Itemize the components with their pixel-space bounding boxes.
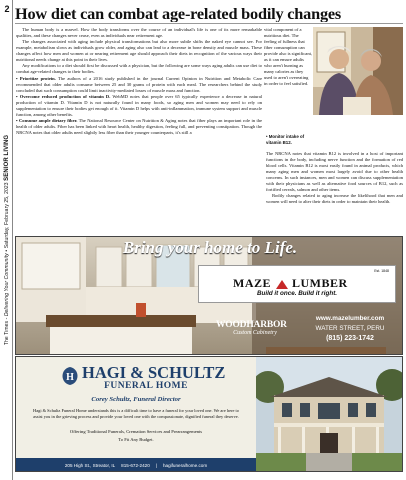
maze-lumber-ad[interactable] — [15, 236, 403, 355]
funeral-contact-bar — [16, 458, 256, 472]
paragraph: Bodily changes related to aging increase the likelihood that men and women will need to alter their diets in order to maintain their health. — [266, 193, 403, 204]
brand-lumber: LUMBER — [292, 276, 348, 290]
separator: | — [155, 462, 157, 468]
page-number: 2 — [4, 4, 10, 14]
svg-text:H: H — [66, 372, 74, 383]
funeral-phone[interactable]: 815-672-2420 — [121, 462, 150, 468]
partner-sub: Custom Cabinetry — [233, 330, 277, 336]
photo-caption — [266, 134, 312, 145]
funeral-address: 205 High St., Streator, IL — [64, 462, 116, 468]
bullet-label: • Prioritize protein. — [16, 75, 56, 81]
funeral-text-area — [16, 357, 256, 459]
funeral-budget: To Fit Any Budget. — [118, 437, 154, 442]
director-name: Corey Schultz, Funeral Director — [91, 396, 181, 403]
article-column-1 — [16, 27, 262, 249]
funeral-home-photo — [256, 357, 403, 472]
ad-tagline: Bring your home to Life. — [122, 238, 298, 257]
paragraph: The human body is a marvel. How the body transforms over the course of an individual's life is one of its more remarkable qualities, and these changes never cease, even as individuals near retirement age. — [16, 27, 262, 38]
paragraph: The NRCNA notes that vitamin B12 is involved in a host of important functions in the body, including nerve function and the formation of red blood cells. Vitamin B12 is most easily found in animal products, which many aging men and women most largely avoid due to other health concerns. In such instances, men and women can discuss supplementation with their physicians as well as alternative food sources of B12, such as fortified cereals, salmon and other items. — [266, 151, 403, 192]
maze-slogan: Build it once. Build it right. — [256, 290, 338, 297]
partner-name: WOODHARBOR — [216, 320, 287, 330]
bullet-label: • Overcome reduced production of vitamin D. — [16, 93, 111, 99]
article-headline: How diet can combat age-related bodily changes — [15, 4, 342, 22]
triangle-icon — [276, 280, 288, 289]
bullet-text: The authors of a 2016 study published in the journal Current Opinion in Nutrition and Metabolic Care recommended that older adults consume between 25 and 30 grams of protein with each meal. The researchers behind the study concluded that such consumption could limit inactivity-mediated losses of muscle mass and function. — [16, 75, 262, 93]
woodharbor-logo — [216, 314, 294, 352]
maze-logo — [233, 276, 348, 291]
brand-maze: MAZE — [233, 276, 271, 290]
section-name: SENIOR LIVING — [4, 134, 10, 181]
hagi-schultz-ad[interactable] — [15, 356, 403, 472]
funeral-website[interactable]: hagifuneralhome.com — [162, 462, 208, 468]
wreath-icon — [60, 365, 80, 387]
maze-logo-box — [198, 265, 396, 303]
publication-name: The Times — [4, 320, 10, 346]
issue-date: Saturday, February 25, 2023 — [4, 182, 10, 249]
funeral-home-name: HAGI & SCHULTZ — [82, 363, 226, 382]
funeral-description: Hagi & Schultz Funeral Home understands this is a difficult time to have a funeral for your loved one. We are here to assist you in the grieving process and provide your loved one with the compassionate, dignified funeral they deserve. — [33, 408, 239, 419]
bullet-text: WebMD notes that people over 65 typically experience a decrease in natural production of vitamin D. Vitamin D is not naturally found in many foods, so aging men and women may need to rely on supplementation to ensure their bodies get enough of it. Vitamin D helps with anti-inflammation, immune system support and muscle function, among other benefits. — [16, 93, 262, 117]
ad-street: WATER STREET, PERU — [315, 325, 385, 332]
bullet-fiber — [16, 118, 262, 136]
funeral-services: Offering Traditional Funerals, Cremation Services and Prearrangements — [69, 429, 203, 434]
spine-text: The Times - Delivering Your Community • Saturday, February 25, 2023 SENIOR LIVING — [4, 134, 10, 346]
maze-contact — [298, 313, 402, 353]
caption-label: • Monitor intake of vitamin B12. — [266, 134, 305, 145]
separator: • — [4, 249, 10, 252]
headline-rule — [15, 23, 403, 24]
bullet-protein — [16, 76, 262, 94]
senior-couple-photo — [313, 27, 403, 115]
article-column-2: vital component of a nutritious diet. The feeling of fullness that fiber consumption can provide also is significant, as it can ensure adults who aren't burning as many calories as they used to aren't overeating in order to feel satisfied. — [264, 27, 312, 86]
paragraph: The changes associated with aging include physical transformations but also more subtle shifts the naked eye cannot see. For example, metabolism slows as individuals grow older, and aging also can lead to a decrease in bone density and muscle mass. These changes affect how men and women at or nearing retirement age should approach their diets in recognition of the various ways their nutritional needs change at this point in their lives. — [16, 39, 262, 63]
funeral-home-sub: FUNERAL HOME — [104, 381, 188, 391]
est-year: Est. 1848 — [374, 269, 389, 273]
ad-website[interactable]: www.mazelumber.com — [315, 315, 385, 322]
supplement-name: Delivering Your Community — [4, 253, 10, 317]
bullet-text: The National Resource Center on Nutrition & Aging notes that fiber plays an important role in the health of older adults. Fiber has been linked with heart health, healthy digestion, feeling full, and preventing constipation. Though the NRCNA notes that older adults need slightly less fiber than their younger counterparts, it's still a — [16, 117, 262, 135]
bullet-label: • Consume ample dietary fiber. — [16, 117, 78, 123]
photo-illustration — [313, 27, 403, 115]
page-spine — [0, 0, 13, 480]
bullet-vitamin-d — [16, 94, 262, 118]
building-illustration — [256, 357, 403, 472]
ad-phone[interactable]: (815) 223-1742 — [326, 335, 374, 342]
paragraph: Any modifications to a diet should first be discussed with a physician, but the following are some ways aging adults can use diet to combat age-related changes to their bodies. — [16, 63, 262, 75]
